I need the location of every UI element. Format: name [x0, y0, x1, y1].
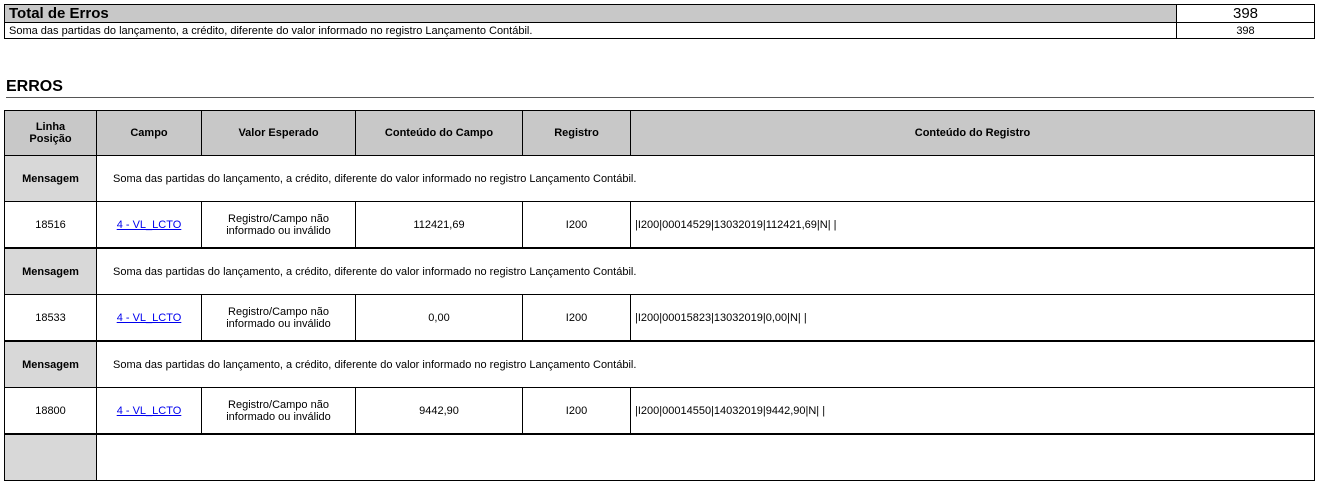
header-valor-esperado: Valor Esperado	[202, 111, 356, 156]
header-posicao: Posição	[29, 133, 72, 145]
valor-esperado-line1: Registro/Campo não	[228, 398, 329, 411]
error-summary-row	[5, 23, 1315, 39]
message-row	[5, 156, 1315, 202]
conteudo-campo-cell: 112421,69	[356, 202, 523, 249]
valor-esperado-line1: Registro/Campo não	[228, 212, 329, 225]
valor-esperado-line2: informado ou inválido	[226, 224, 331, 237]
total-errors-count: 398	[1177, 5, 1315, 23]
conteudo-registro-cell: |I200|00014550|14032019|9442,90|N| |	[631, 388, 1315, 435]
registro-cell: I200	[523, 388, 631, 435]
message-text: Soma das partidas do lançamento, a crédito, diferente do valor informado no registro Lançamento Contábil.	[97, 341, 1315, 388]
linha-cell: 18533	[5, 295, 97, 342]
message-label: Mensagem	[5, 248, 97, 295]
message-text: Soma das partidas do lançamento, a crédito, diferente do valor informado no registro Lançamento Contábil.	[97, 248, 1315, 295]
error-summary-description: Soma das partidas do lançamento, a crédito, diferente do valor informado no registro Lançamento Contábil.	[5, 23, 1177, 39]
message-text: Soma das partidas do lançamento, a crédito, diferente do valor informado no registro Lançamento Contábil.	[97, 156, 1315, 202]
message-label: Mensagem	[5, 156, 97, 202]
valor-esperado-cell	[202, 388, 356, 435]
total-errors-table	[4, 4, 1315, 39]
valor-esperado-cell	[202, 295, 356, 342]
campo-link[interactable]: 4 - VL_LCTO	[116, 218, 182, 231]
linha-cell: 18516	[5, 202, 97, 249]
error-data-row	[5, 295, 1315, 342]
message-row	[5, 341, 1315, 388]
conteudo-registro-cell: |I200|00014529|13032019|112421,69|N| |	[631, 202, 1315, 249]
campo-link[interactable]: 4 - VL_LCTO	[116, 404, 182, 417]
linha-cell: 18800	[5, 388, 97, 435]
header-conteudo-registro: Conteúdo do Registro	[631, 111, 1315, 156]
error-summary-count: 398	[1177, 23, 1315, 39]
header-campo: Campo	[97, 111, 202, 156]
header-registro: Registro	[523, 111, 631, 156]
valor-esperado-line2: informado ou inválido	[226, 317, 331, 330]
header-linha-posicao	[5, 111, 97, 156]
message-row	[5, 248, 1315, 295]
campo-link[interactable]: 4 - VL_LCTO	[116, 311, 182, 324]
conteudo-registro-cell: |I200|00015823|13032019|0,00|N| |	[631, 295, 1315, 342]
valor-esperado-line1: Registro/Campo não	[228, 305, 329, 318]
registro-cell: I200	[523, 202, 631, 249]
total-errors-header	[5, 5, 1315, 23]
error-data-row	[5, 202, 1315, 249]
message-row-partial	[5, 434, 1315, 481]
message-label-partial	[5, 434, 97, 481]
errors-section-title: ERROS	[6, 78, 1314, 98]
registro-cell: I200	[523, 295, 631, 342]
error-data-row	[5, 388, 1315, 435]
errors-table-header	[5, 111, 1315, 156]
message-label: Mensagem	[5, 341, 97, 388]
header-conteudo-campo: Conteúdo do Campo	[356, 111, 523, 156]
errors-table	[4, 110, 1315, 481]
total-errors-title: Total de Erros	[5, 5, 1177, 23]
conteudo-campo-cell: 0,00	[356, 295, 523, 342]
valor-esperado-cell	[202, 202, 356, 249]
message-text-partial	[97, 434, 1315, 481]
valor-esperado-line2: informado ou inválido	[226, 410, 331, 423]
header-linha: Linha	[35, 121, 66, 133]
conteudo-campo-cell: 9442,90	[356, 388, 523, 435]
